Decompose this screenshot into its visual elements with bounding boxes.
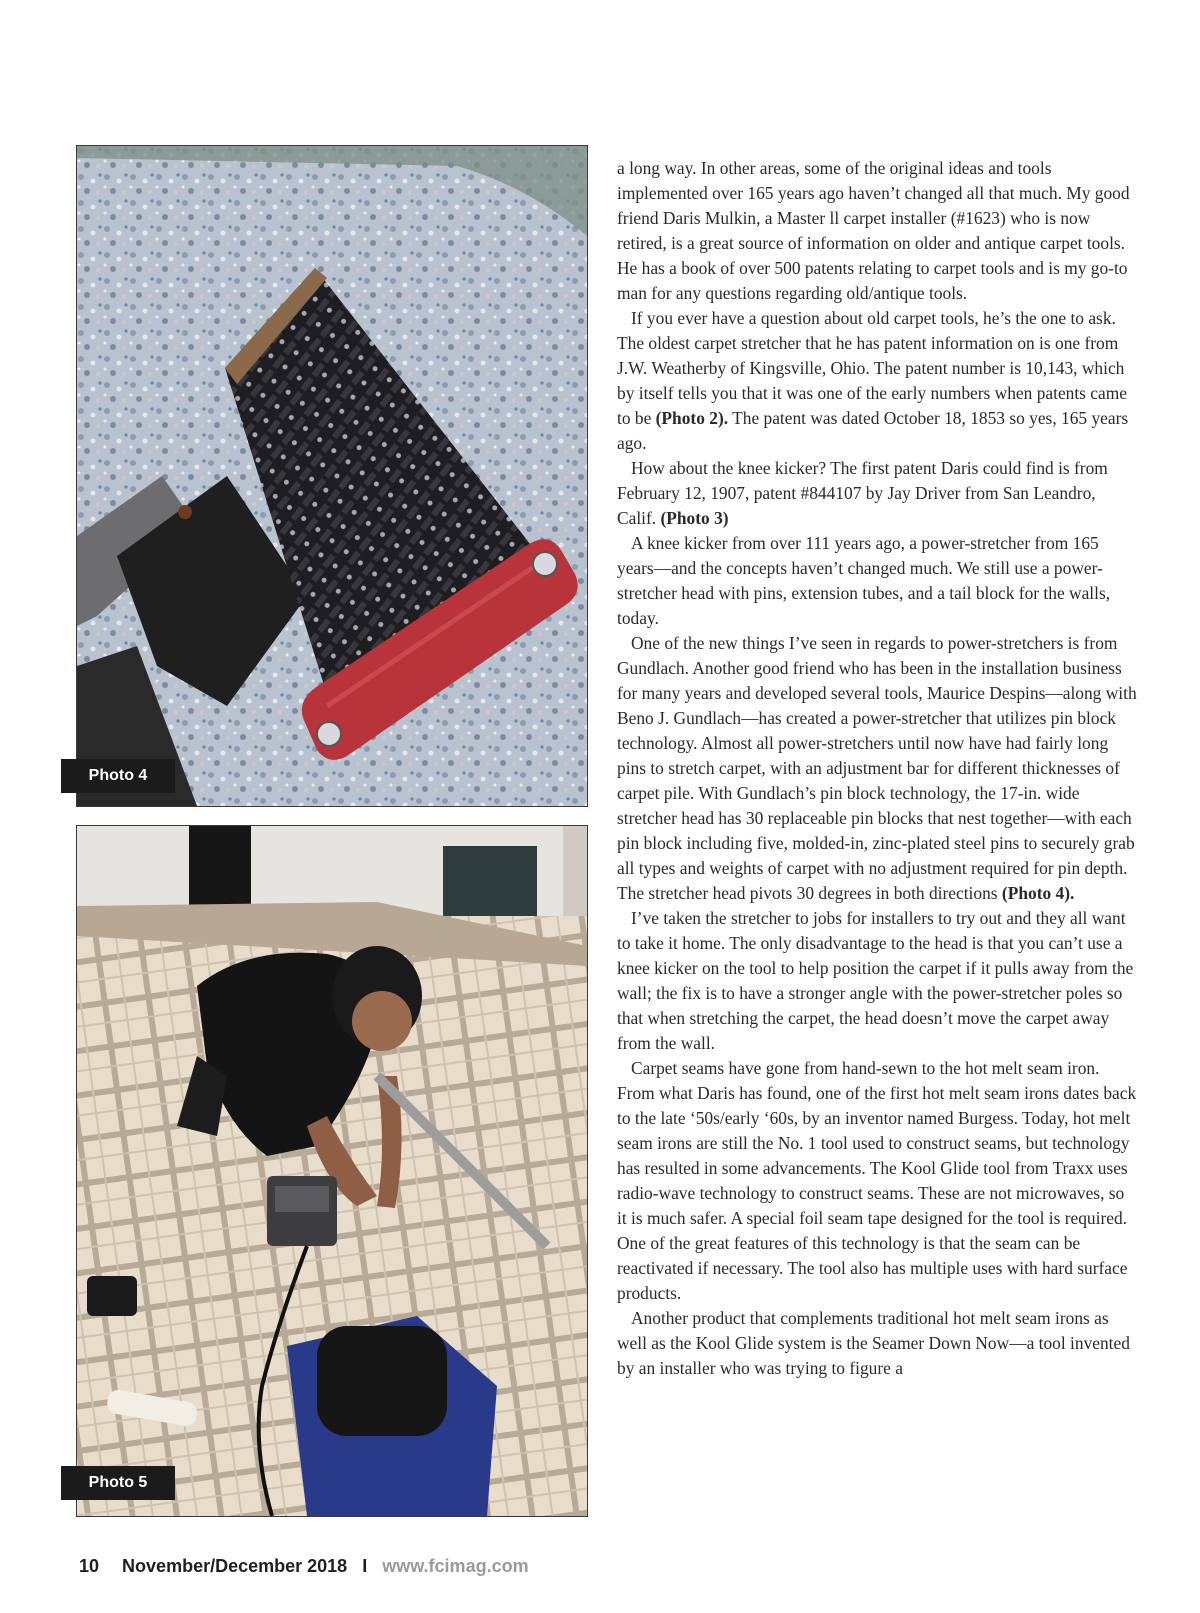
paragraph-2-text-b: The patent was dated October 18, 1853 so yes, 165 years ago. bbox=[617, 408, 1129, 453]
paragraph-3-text: How about the knee kicker? The first patent Daris could find is from February 12, 1907, patent #844107 by Jay Driver from San Leandro, Calif. bbox=[617, 458, 1108, 528]
photo-4-reference: (Photo 4). bbox=[1001, 883, 1075, 903]
footer-separator: I bbox=[362, 1556, 368, 1576]
photo-4-power-stretcher bbox=[76, 145, 588, 807]
photo-3-reference: (Photo 3) bbox=[660, 508, 729, 528]
photo-5-image bbox=[77, 826, 587, 1516]
photo-4-image bbox=[77, 146, 587, 806]
paragraph-2-text-a: If you ever have a question about old carpet tools, he’s the one to ask. The oldest carpet stretcher that he has patent information on is one from J.W. Weatherby of Kingsville, Ohio. The patent number is 10,143, which by itself tells you that it was one of the early numbers when patents came to be bbox=[617, 308, 1127, 428]
photo-5-seaming-installer bbox=[76, 825, 588, 1517]
paragraph-3 bbox=[617, 456, 1137, 531]
paragraph-2 bbox=[617, 306, 1137, 456]
page-number: 10 bbox=[79, 1556, 100, 1576]
issue-date: November/December 2018 bbox=[122, 1556, 348, 1576]
paragraph-4: A knee kicker from over 111 years ago, a power-stretcher from 165 years—and the concepts haven’t changed much. We still use a power-stretcher head with pins, extension tubes, and a tail block for the walls, today. bbox=[617, 533, 1111, 628]
paragraph-8: Another product that complements traditional hot melt seam irons as well as the Kool Glide system is the Seamer Down Now—a tool invented by an installer who was trying to figure a bbox=[617, 1308, 1130, 1378]
website-link[interactable]: www.fcimag.com bbox=[382, 1556, 529, 1576]
photo-2-reference: (Photo 2). bbox=[655, 408, 729, 428]
paragraph-1: a long way. In other areas, some of the original ideas and tools implemented over 165 years ago haven’t changed all that much. My good friend Daris Mulkin, a Master ll carpet installer (#1623) who is now retired, is a great source of information on older and antique carpet tools. He has a book of over 500 patents relating to carpet tools and is my go-to man for any questions regarding old/antique tools. bbox=[617, 158, 1130, 303]
photo-4-caption: Photo 4 bbox=[61, 759, 175, 793]
photo-5-caption: Photo 5 bbox=[61, 1466, 175, 1500]
page-footer bbox=[79, 1556, 529, 1577]
paragraph-7: Carpet seams have gone from hand-sewn to the hot melt seam iron. From what Daris has found, one of the first hot melt seam irons dates back to the late ‘50s/early ‘60s, by an inventor named Burgess. Today, hot melt seam irons are still the No. 1 tool used to construct seams, but technology has resulted in some advancements. The Kool Glide tool from Traxx uses radio-wave technology to construct seams. These are not microwaves, so it is much safer. A special foil seam tape designed for the tool is required. One of the great features of this technology is that the seam can be reactivated if necessary. The tool also has multiple uses with hard surface products. bbox=[617, 1058, 1137, 1303]
paragraph-5 bbox=[617, 631, 1137, 906]
paragraph-6: I’ve taken the stretcher to jobs for installers to try out and they all want to take it home. The only disadvantage to the head is that you can’t use a knee kicker on the tool to help position the carpet if it pulls away from the wall; the fix is to have a stronger angle with the power-stretcher poles so that when stretching the carpet, the head doesn’t move the carpet away from the wall. bbox=[617, 908, 1134, 1053]
article-body bbox=[617, 156, 1137, 1381]
paragraph-5-text: One of the new things I’ve seen in regards to power-stretchers is from Gundlach. Another good friend who has been in the installation business for many years and developed several tools, Maurice Despins—along with Beno J. Gundlach—has created a power-stretcher that utilizes pin block technology. Almost all power-stretchers until now have had fairly long pins to stretch carpet, with an adjustment bar for different thicknesses of carpet pile. With Gundlach’s pin block technology, the 17-in. wide stretcher head has 30 replaceable pin blocks that nest together—with each pin block including five, molded-in, zinc-plated steel pins to securely grab all types and weights of carpet with no adjustment required for pin depth. The stretcher head pivots 30 degrees in both directions bbox=[617, 633, 1137, 903]
